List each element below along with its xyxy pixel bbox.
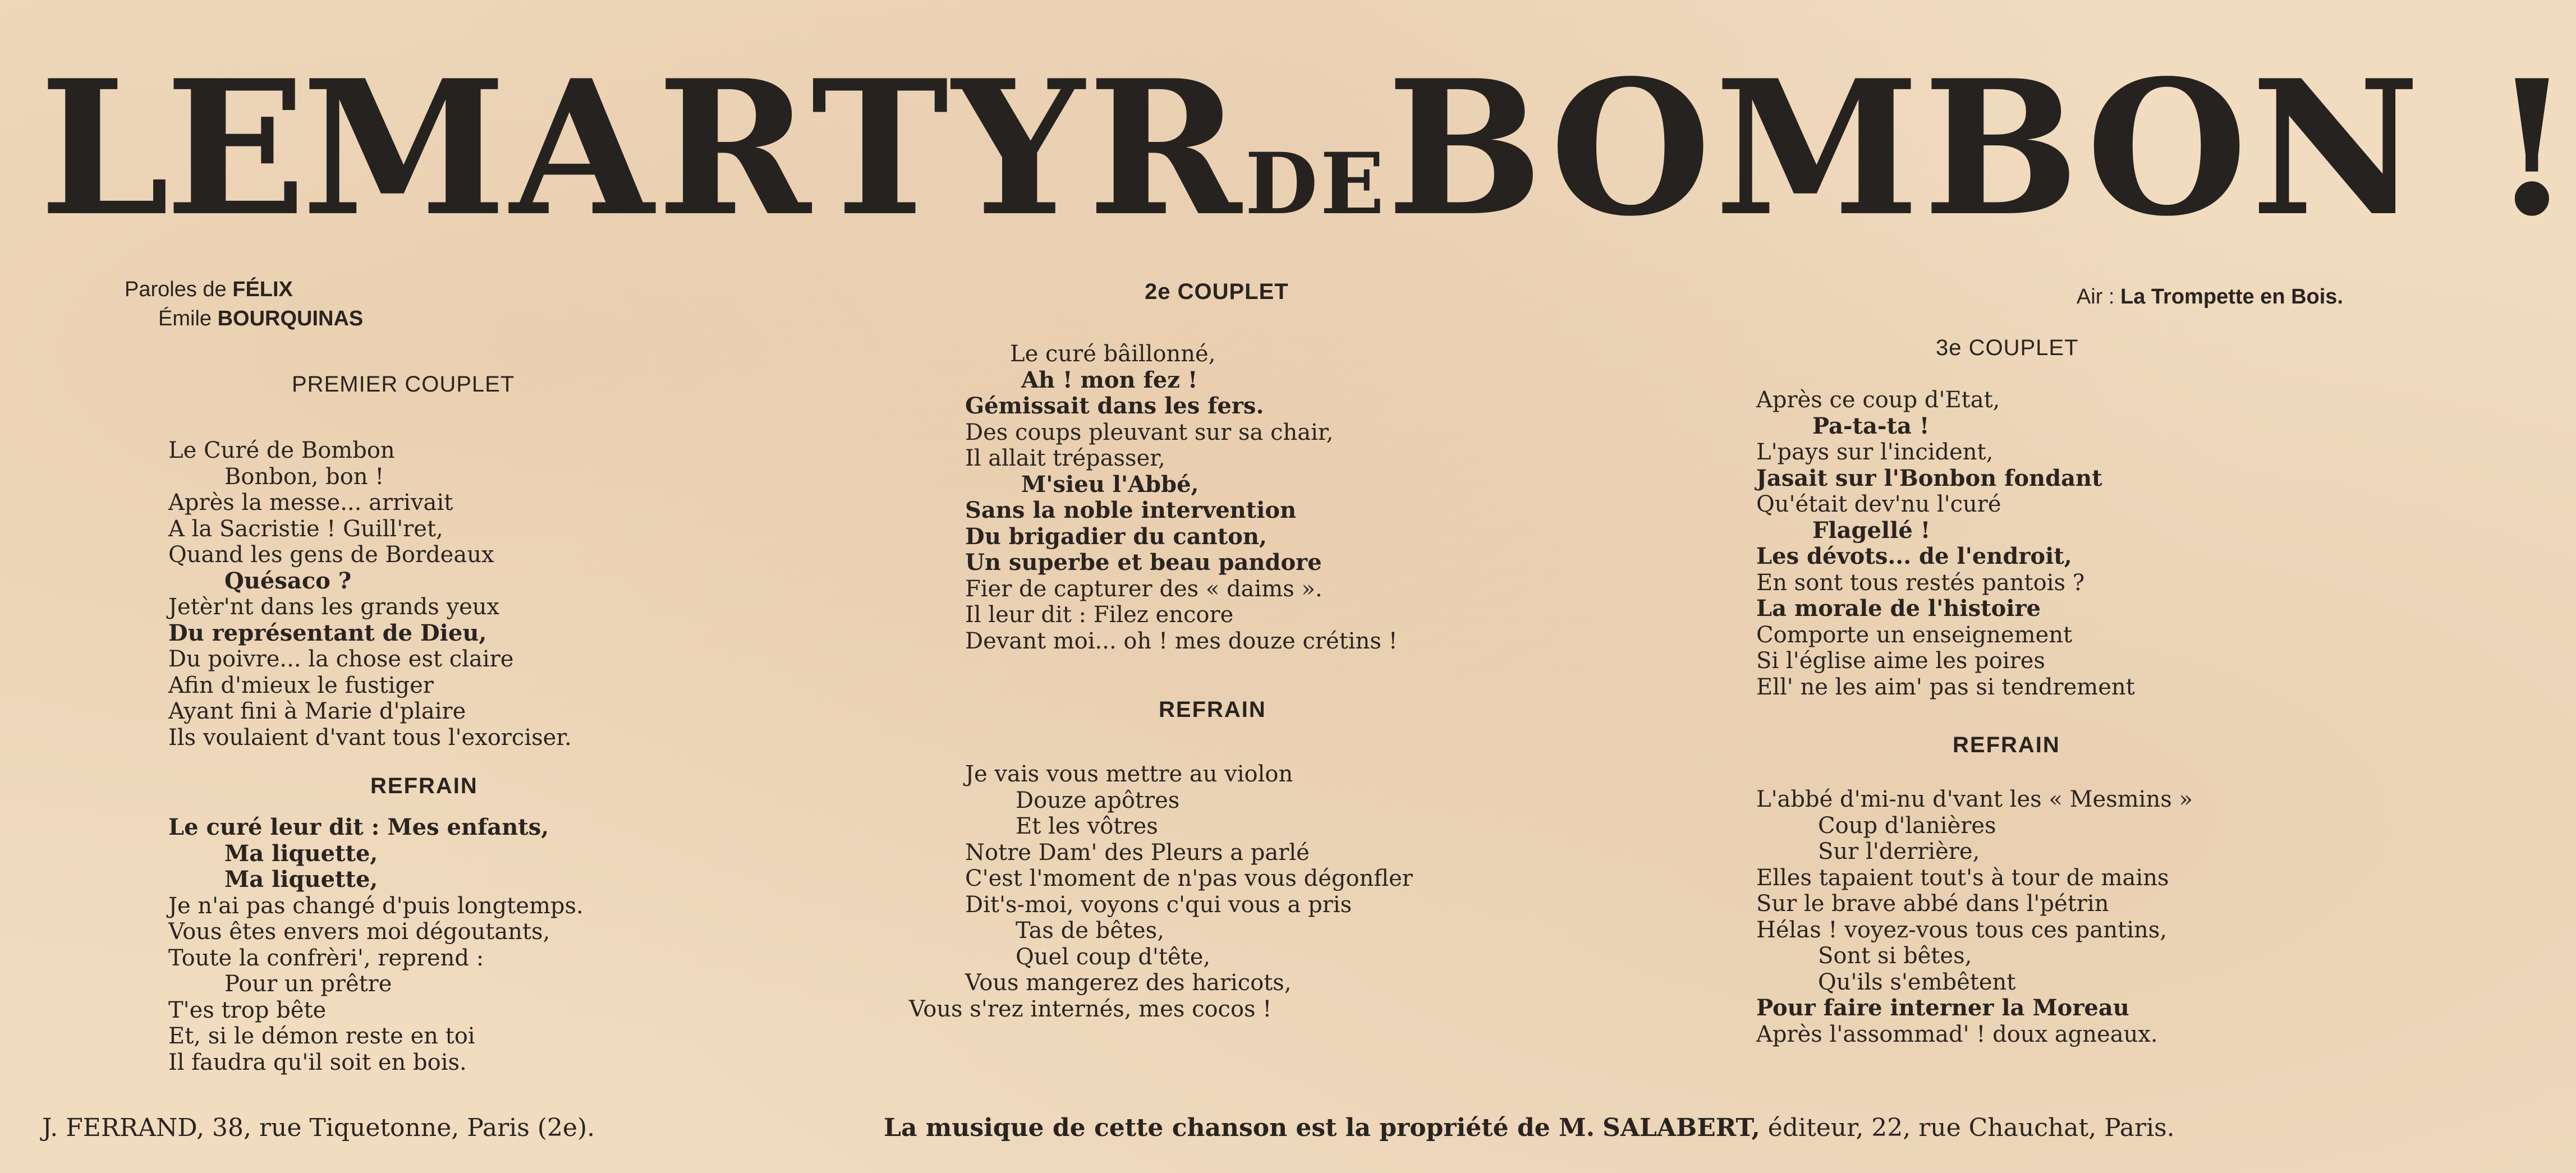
- credits-line-1: [125, 275, 363, 304]
- verse-line: Il allait trépasser,: [965, 445, 1165, 471]
- refrain-line: Sur le brave abbé dans l'pétrin: [1756, 891, 2109, 917]
- refrain-line: C'est l'moment de n'pas vous dégonfler: [965, 866, 1413, 891]
- verse-line: Quésaco ?: [224, 567, 352, 594]
- paroles-prefix: Paroles de: [125, 278, 227, 301]
- refrain-line: Je vais vous mettre au violon: [965, 761, 1293, 787]
- refrain-line: Vous mangerez des haricots,: [965, 970, 1292, 996]
- verse-line: Pa-ta-ta !: [1812, 412, 1930, 439]
- refrain-line: Vous s'rez internés, mes cocos !: [909, 996, 1272, 1022]
- verse-line: Il leur dit : Filez encore: [965, 602, 1234, 628]
- verse-line: Le Curé de Bombon: [168, 438, 395, 463]
- verse-line: Ah ! mon fez !: [1021, 366, 1198, 393]
- verse-line: Un superbe et beau pandore: [965, 549, 1322, 576]
- couplet-1-heading: PREMIER COUPLET: [292, 372, 515, 397]
- verse-line: Devant moi... oh ! mes douze crétins !: [965, 628, 1398, 654]
- verse-line: Quand les gens de Bordeaux: [168, 542, 494, 568]
- refrain-line: Et, si le démon reste en toi: [168, 1023, 475, 1049]
- verse-line: Après la messe... arrivait: [168, 490, 453, 516]
- verse-line: Du représentant de Dieu,: [168, 619, 487, 646]
- title-le: LE: [39, 39, 302, 257]
- refrain-line: Il faudra qu'il soit en bois.: [168, 1049, 467, 1075]
- verse-line: Du brigadier du canton,: [965, 523, 1267, 550]
- verse-line: En sont tous restés pantois ?: [1756, 569, 2085, 596]
- refrain-line: Pour faire interner la Moreau: [1756, 995, 2129, 1021]
- refrain-line: Douze apôtres: [1016, 787, 1180, 813]
- couplet-3-heading: 3e COUPLET: [1936, 335, 2079, 360]
- verse-line: Ell' ne les aim' pas si tendrement: [1756, 674, 2135, 700]
- verse-line: Afin d'mieux le fustiger: [168, 672, 434, 698]
- verse-line: Le curé bâillonné,: [1010, 341, 1216, 367]
- verse-line: Ayant fini à Marie d'plaire: [168, 698, 466, 724]
- song-title: [39, 39, 2576, 257]
- footer-music-prefix: La musique de cette chanson est la propriété de M.: [884, 1114, 1595, 1142]
- title-de: DE: [1245, 135, 1387, 233]
- verse-line: Bonbon, bon !: [224, 463, 384, 490]
- refrain-line: Notre Dam' des Pleurs a parlé: [965, 839, 1310, 866]
- verse-line: M'sieu l'Abbé,: [1021, 471, 1199, 498]
- title-martyr: MARTYR: [301, 39, 1245, 257]
- refrain-line: Dit's-moi, voyons c'qui vous a pris: [965, 891, 1352, 918]
- verse-line: Qu'était dev'nu l'curé: [1756, 491, 2001, 517]
- couplet-3-lines: [1756, 387, 2135, 700]
- refrain-line: Le curé leur dit : Mes enfants,: [168, 814, 549, 840]
- author-bourquinas: BOURQUINAS: [217, 307, 364, 330]
- refrain-line: Quel coup d'tête,: [1016, 944, 1211, 970]
- verse-line: Ils voulaient d'vant tous l'exorciser.: [168, 724, 572, 751]
- couplet-2-refrain: [909, 761, 1413, 1022]
- couplet-2-lines: [965, 341, 1398, 654]
- couplet-1-refrain-heading: REFRAIN: [370, 774, 478, 798]
- author2-firstname: Émile: [158, 307, 212, 330]
- verse-line: Fier de capturer des « daims ».: [965, 576, 1323, 602]
- refrain-line: Pour un prêtre: [224, 971, 392, 997]
- verse-line: Jasait sur l'Bonbon fondant: [1756, 464, 2102, 491]
- refrain-line: Ma liquette,: [224, 840, 378, 867]
- credits: [125, 275, 363, 333]
- air-tune: [2077, 285, 2343, 309]
- air-tune-name: La Trompette en Bois.: [2120, 285, 2343, 309]
- footer-publisher: SALABERT,: [1602, 1114, 1760, 1142]
- couplet-3-refrain-heading: REFRAIN: [1953, 733, 2060, 757]
- couplet-2-heading: 2e COUPLET: [1145, 279, 1289, 304]
- refrain-line: Toute la confrèri', reprend :: [168, 945, 484, 971]
- couplet-1-lines: [168, 438, 572, 751]
- verse-line: Du poivre... la chose est claire: [168, 646, 514, 672]
- footer-printer: J. FERRAND, 38, rue Tiquetonne, Paris (2e).: [42, 1114, 595, 1142]
- verse-line: Gémissait dans les fers.: [965, 393, 1264, 419]
- verse-line: Si l'église aime les poires: [1756, 648, 2045, 674]
- verse-line: Flagellé !: [1812, 517, 1931, 544]
- verse-line: Jetèr'nt dans les grands yeux: [168, 594, 500, 620]
- footer-music-rights: [884, 1114, 2175, 1142]
- verse-line: L'pays sur l'incident,: [1756, 439, 1994, 465]
- footer-music-suffix: éditeur, 22, rue Chauchat, Paris.: [1767, 1114, 2175, 1142]
- couplet-2-refrain-heading: REFRAIN: [1159, 697, 1266, 722]
- refrain-line: Qu'ils s'embêtent: [1818, 969, 2016, 995]
- verse-line: Sans la noble intervention: [965, 497, 1297, 523]
- refrain-line: T'es trop bête: [168, 997, 327, 1023]
- verse-line: Comporte un enseignement: [1756, 622, 2073, 648]
- verse-line: La morale de l'histoire: [1756, 595, 2041, 622]
- refrain-line: Tas de bêtes,: [1016, 918, 1164, 944]
- verse-line: Des coups pleuvant sur sa chair,: [965, 419, 1334, 445]
- verse-line: Après ce coup d'Etat,: [1756, 387, 2000, 413]
- couplet-1-refrain: [168, 815, 584, 1075]
- couplet-3-refrain: [1756, 786, 2193, 1047]
- credits-line-2: [125, 304, 363, 333]
- title-bombon: BOMBON !: [1386, 39, 2576, 257]
- refrain-line: Sont si bêtes,: [1818, 943, 1972, 969]
- refrain-line: Je n'ai pas changé d'puis longtemps.: [168, 893, 584, 919]
- refrain-line: L'abbé d'mi-nu d'vant les « Mesmins »: [1756, 786, 2193, 812]
- verse-line: Les dévots... de l'endroit,: [1756, 543, 2072, 569]
- author-felix: FÉLIX: [232, 278, 293, 301]
- verse-line: A la Sacristie ! Guill'ret,: [168, 516, 443, 542]
- refrain-line: Hélas ! voyez-vous tous ces pantins,: [1756, 917, 2168, 943]
- air-label: Air :: [2076, 285, 2115, 309]
- refrain-line: Sur l'derrière,: [1818, 839, 1980, 864]
- refrain-line: Après l'assommad' ! doux agneaux.: [1756, 1021, 2158, 1047]
- refrain-line: Vous êtes envers moi dégoutants,: [168, 919, 550, 945]
- refrain-line: Et les vôtres: [1016, 813, 1158, 839]
- refrain-line: Coup d'lanières: [1818, 812, 1996, 839]
- refrain-line: Ma liquette,: [224, 866, 378, 893]
- refrain-line: Elles tapaient tout's à tour de mains: [1756, 864, 2169, 891]
